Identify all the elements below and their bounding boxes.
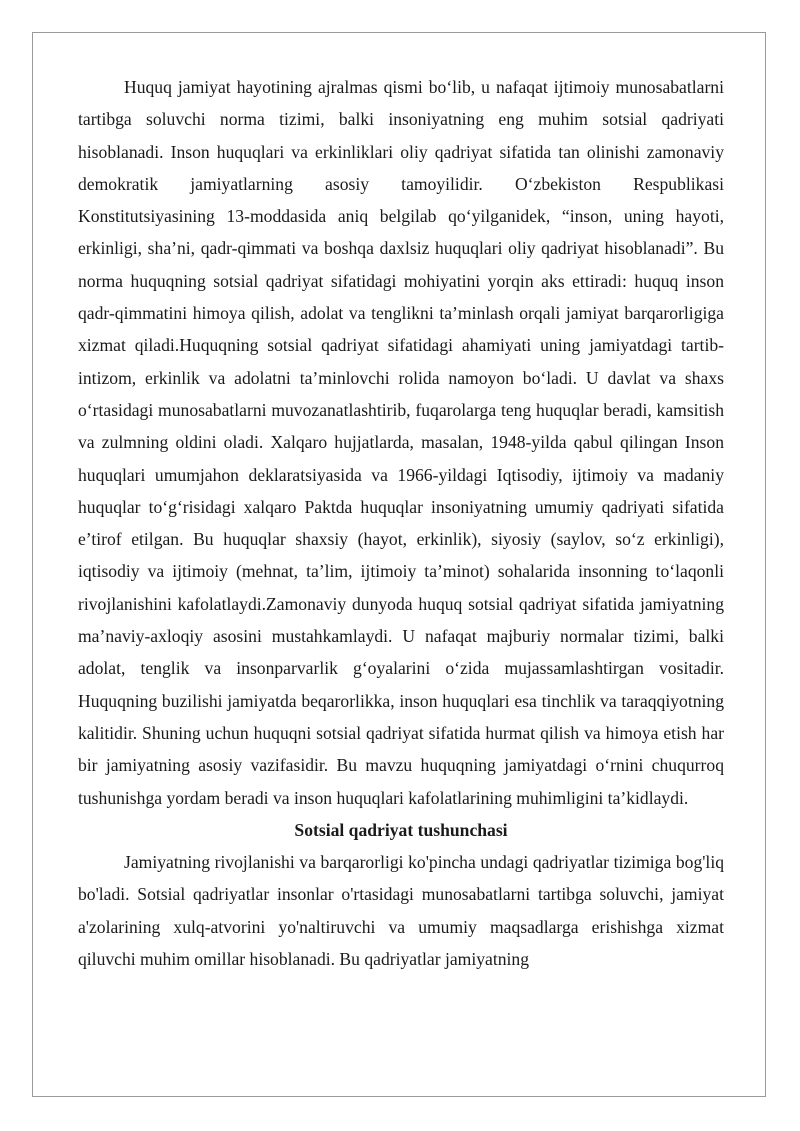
body-paragraph: Jamiyatning rivojlanishi va barqarorligi ko'pincha undagi qadriyatlar tizimiga bog'liq bo'ladi. Sotsial qadriyatlar insonlar o'rtasidagi munosabatlarni tartibga soluvchi, jamiyat a'zolarining xulq-atvorini yo'naltiruvchi va umumiy maqsadlarga erishishga xizmat qiluvchi muhim omillar hisoblanadi. Bu qadriyatlar jamiyatning	[78, 852, 724, 970]
section-heading: Sotsial qadriyat tushunchasi	[294, 819, 508, 840]
body-paragraph: Huquq jamiyat hayotining ajralmas qismi bo‘lib, u nafaqat ijtimoiy munosabatlarni tartibga soluvchi norma tizimi, balki insoniyatning eng muhim sotsial qadriyati hisoblanadi. Inson huquqlari va erkinliklari oliy qadriyat sifatida tan olinishi zamonaviy demokratik jamiyatlarning asosiy tamoyilidir. O‘zbekiston Respublikasi Konstitutsiyasining 13-moddasida aniq belgilab qo‘yilganidek, “inson, uning hayoti, erkinligi, sha’ni, qadr-qimmati va boshqa daxlsiz huquqlari oliy qadriyat hisoblanadi”. Bu norma huquqning sotsial qadriyat sifatidagi mohiyatini yorqin aks ettiradi: huquq inson qadr-qimmatini himoya qilish, adolat va tenglikni ta’minlash orqali jamiyat barqarorligiga xizmat qiladi.Huquqning sotsial qadriyat sifatidagi ahamiyati uning jamiyatdagi tartib-intizom, erkinlik va adolatni ta’minlovchi rolida namoyon bo‘ladi. U davlat va shaxs o‘rtasidagi munosabatlarni muvozanatlashtirib, fuqarolarga teng huquqlar beradi, kamsitish va zulmning oldini oladi. Xalqaro hujjatlarda, masalan, 1948-yilda qabul qilingan Inson huquqlari umumjahon deklaratsiyasida va 1966-yildagi Iqtisodiy, ijtimoiy va madaniy huquqlar to‘g‘risidagi xalqaro Paktda huquqlar insoniyatning umumiy qadriyati sifatida e’tirof etilgan. Bu huquqlar shaxsiy (hayot, erkinlik), siyosiy (saylov, so‘z erkinligi), iqtisodiy va ijtimoiy (mehnat, ta’lim, ijtimoiy ta’minot) sohalarida insonning to‘laqonli rivojlanishini kafolatlaydi.Zamonaviy dunyoda huquq sotsial qadriyat sifatida jamiyatning ma’naviy-axloqiy asosini mustahkamlaydi. U nafaqat majburiy normalar tizimi, balki adolat, tenglik va insonparvarlik g‘oyalarini o‘zida mujassamlashtirgan vositadir. Huquqning buzilishi jamiyatda beqarorlikka, inson huquqlari esa tinchlik va taraqqiyotning kalitidir. Shuning uchun huquqni sotsial qadriyat sifatida hurmat qilish va himoya etish har bir jamiyatning asosiy vazifasidir. Bu mavzu huquqning jamiyatdagi o‘rnini chuqurroq tushunishga yordam beradi va inson huquqlari kafolatlarining muhimligini ta’kidlaydi.	[78, 77, 724, 808]
document-body	[78, 71, 724, 975]
